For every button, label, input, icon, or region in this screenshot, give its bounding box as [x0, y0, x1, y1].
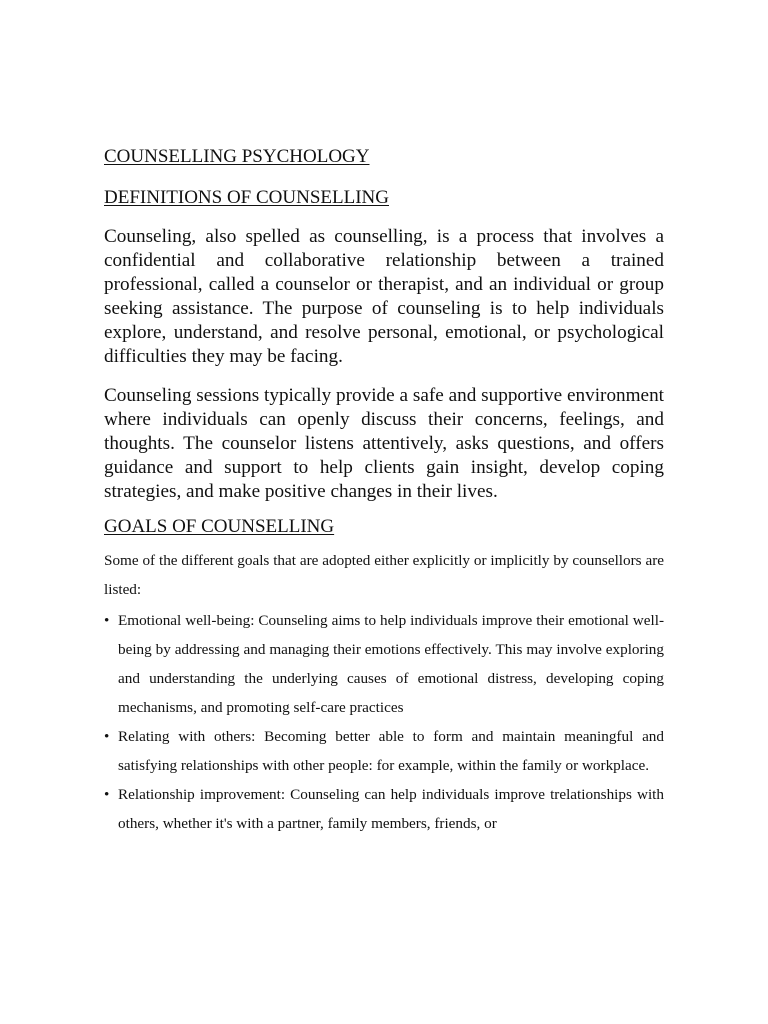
- definitions-heading: DEFINITIONS OF COUNSELLING: [104, 187, 389, 208]
- document-title: COUNSELLING PSYCHOLOGY: [104, 146, 370, 167]
- goals-heading: GOALS OF COUNSELLING: [104, 516, 335, 537]
- bullet-icon: •: [104, 728, 110, 745]
- document-page: [104, 144, 664, 838]
- goals-intro: Some of the different goals that are adopted either explicitly or implicitly by counsellors are listed:: [104, 552, 664, 598]
- goal-text: Relating with others: Becoming better able to form and maintain meaningful and satisfying relationships with other people: for example, within the family or workplace.: [118, 728, 664, 774]
- goal-text: Emotional well-being: Counseling aims to help individuals improve their emotional well-being by addressing and managing their emotions effectively. This may involve exploring and understanding the underlying causes of emotional distress, developing coping mechanisms, and promoting self-care practices: [118, 612, 664, 716]
- goals-list: [104, 606, 664, 838]
- definition-paragraph: Counseling, also spelled as counselling, is a process that involves a confidential and collaborative relationship between a trained professional, called a counselor or therapist, and an individual or group seeking assistance. The purpose of counseling is to help individuals explore, understand, and resolve personal, emotional, or psychological difficulties they may be facing.: [104, 226, 664, 367]
- sessions-paragraph: Counseling sessions typically provide a safe and supportive environment where individuals can openly discuss their concerns, feelings, and thoughts. The counselor listens attentively, asks questions, and offers guidance and support to help clients gain insight, develop coping strategies, and make positive changes in their lives.: [104, 385, 664, 502]
- goal-item-relationship-improvement: [104, 780, 664, 838]
- bullet-icon: •: [104, 612, 110, 629]
- goal-item-relating-with-others: [104, 722, 664, 780]
- bullet-icon: •: [104, 786, 110, 803]
- goal-text: Relationship improvement: Counseling can help individuals improve trelationships with others, whether it's with a partner, family members, friends, or: [118, 786, 664, 832]
- goal-item-emotional-well-being: [104, 606, 664, 722]
